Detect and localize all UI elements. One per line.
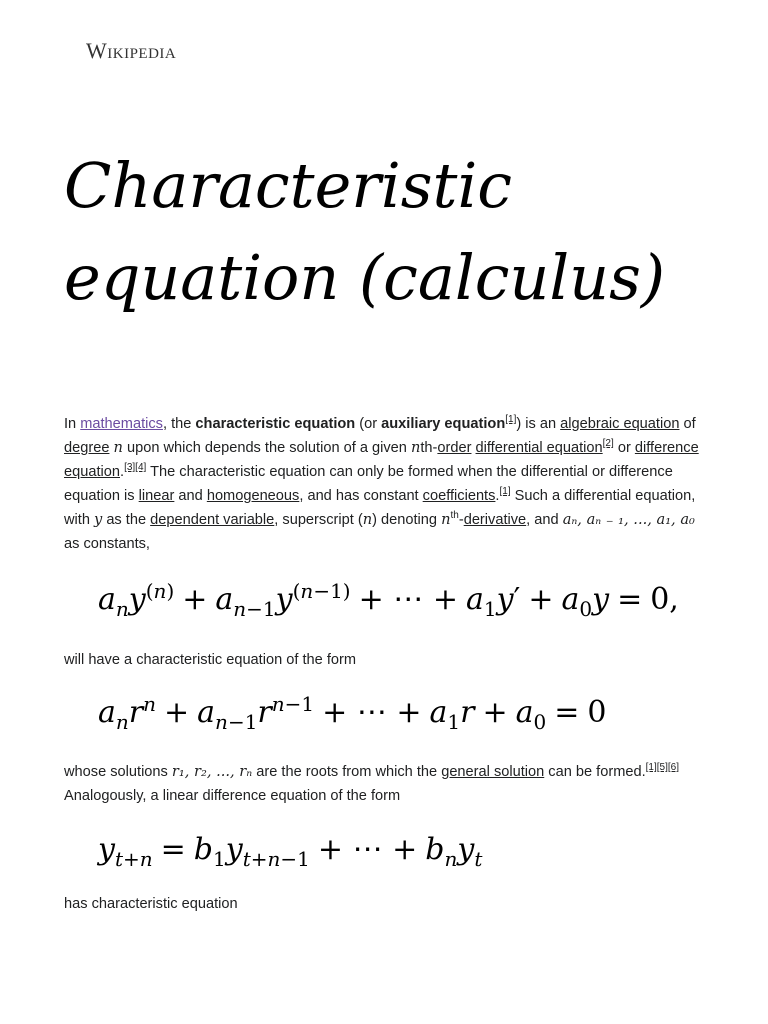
math-var: n — [410, 439, 421, 456]
text: are the roots from which the — [252, 764, 442, 780]
text: ) denoting — [372, 512, 442, 528]
text: In — [64, 416, 81, 432]
text: The characteristic equation can only be formed when the differential or difference equation is — [64, 464, 673, 504]
math-constants: aₙ, aₙ ₋ ₁, ..., a₁, a₀ — [562, 511, 695, 528]
link-coefficients[interactable]: coefficients — [422, 488, 496, 504]
text: - — [458, 512, 464, 528]
paragraph-2: will have a characteristic equation of the form — [64, 652, 357, 668]
text: , and has constant — [299, 488, 423, 504]
text: or — [613, 440, 635, 456]
reference-link[interactable]: [2] — [602, 438, 614, 450]
link-differential-equation[interactable]: differential equation — [475, 440, 603, 456]
link-mathematics[interactable]: mathematics — [80, 416, 163, 432]
reference-link[interactable]: [1][5][6] — [645, 762, 680, 774]
link-derivative[interactable]: derivative — [463, 512, 527, 528]
math-var: n — [362, 511, 373, 528]
link-order[interactable]: order — [437, 440, 472, 456]
equation-characteristic: $a_nr^n + a_{n-1}r^{n-1}$ + ⋯ + $a_1r + a_0 = 0$ — [98, 692, 607, 734]
text: as the — [102, 512, 151, 528]
reference-link[interactable]: [1] — [505, 414, 517, 426]
superscript: th — [450, 510, 459, 522]
reference-link[interactable]: [3][4] — [124, 462, 147, 474]
equation-differential: $a_ny^{(n)} + a_{n-1}y^{(n-1)}$ + ⋯ + $a_1y' + a_0y = 0$, — [98, 579, 679, 621]
text: , and — [526, 512, 563, 528]
text: upon which depends the solution of a given — [122, 440, 411, 456]
text: , the — [162, 416, 196, 432]
text: ) is an — [516, 416, 561, 432]
text: as constants, — [64, 536, 150, 552]
text: can be formed. — [544, 764, 646, 780]
math-var: y — [94, 511, 103, 528]
text: . — [120, 464, 125, 480]
intro-paragraph — [64, 412, 714, 556]
wikipedia-logo[interactable]: Wikipedia — [86, 38, 177, 63]
text: th- — [420, 440, 438, 456]
text: whose solutions — [64, 764, 172, 780]
equation-difference: $y_{t+n} = b_1y_{t+n-1}$ + ⋯ + $b_ny_t$ — [98, 832, 483, 871]
link-linear[interactable]: linear — [138, 488, 175, 504]
link-dependent-variable[interactable]: dependent variable — [150, 512, 275, 528]
paragraph-3 — [64, 760, 714, 808]
text: Such a differential equation, with — [64, 488, 696, 528]
text: , superscript ( — [274, 512, 363, 528]
link-general-solution[interactable]: general solution — [441, 764, 545, 780]
reference-link[interactable]: [1] — [499, 486, 511, 498]
text: and — [174, 488, 207, 504]
text: . — [495, 488, 500, 504]
text: of — [679, 416, 696, 432]
text: (or — [355, 416, 382, 432]
math-var: n — [113, 439, 123, 456]
paragraph-4: has characteristic equation — [64, 896, 238, 912]
text: Analogously, a linear difference equation of the form — [64, 788, 401, 804]
link-degree[interactable]: degree — [64, 440, 110, 456]
link-difference-equation[interactable]: difference equation — [64, 440, 699, 480]
math-roots: r₁, r₂, ..., rₙ — [171, 763, 253, 780]
math-var: n — [441, 511, 451, 528]
link-algebraic-equation[interactable]: algebraic equation — [560, 416, 680, 432]
bold-term: characteristic equation — [195, 416, 356, 432]
page-title: Characteristic equation (calculus) — [64, 149, 666, 314]
bold-term: auxiliary equation — [381, 416, 506, 432]
link-homogeneous[interactable]: homogeneous — [206, 488, 300, 504]
